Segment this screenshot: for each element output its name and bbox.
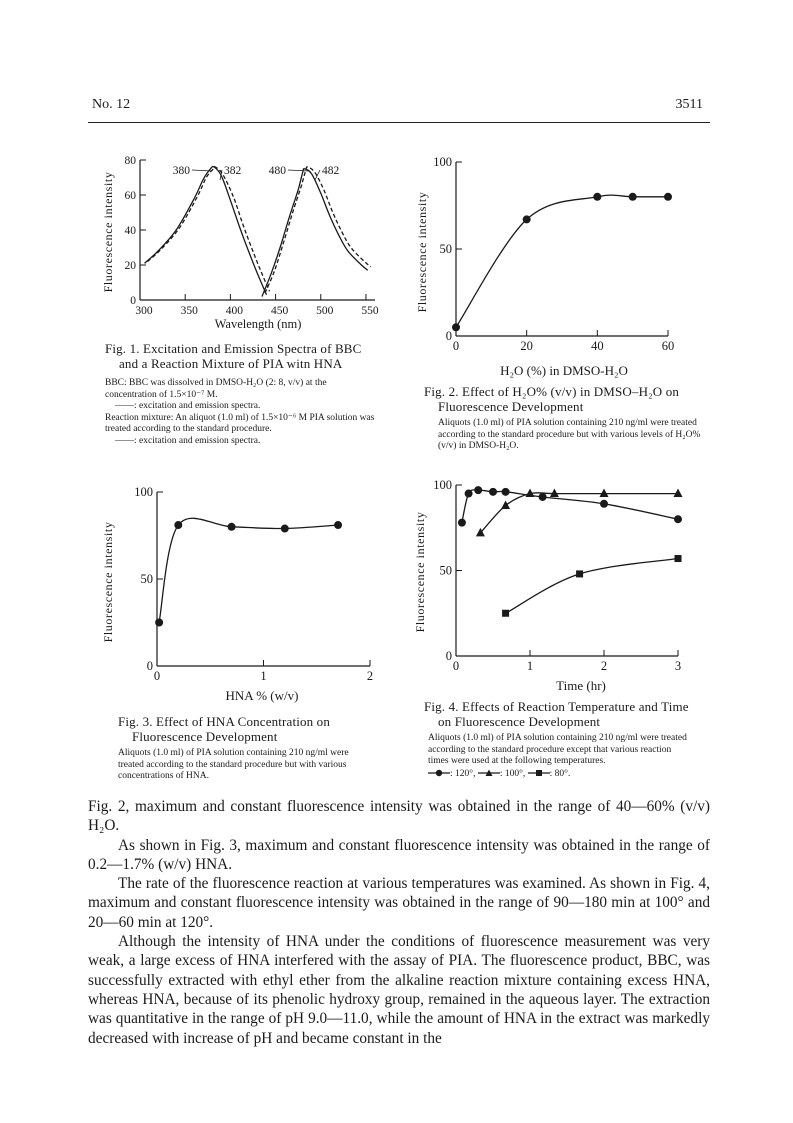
fig3-x-tick-label: 0 (153, 669, 161, 683)
fig1-y-tick-label: 60 (124, 190, 136, 202)
fig3-point-circle (281, 525, 289, 533)
fig1-y-axis-label: Fluorescence intensity (101, 171, 115, 293)
fig1-caption-note-4: ——: excitation and emission spectra. (115, 435, 261, 446)
fig1-y-tick-label: 0 (130, 295, 136, 307)
page-number: 3511 (675, 97, 703, 112)
fig4-point-square (576, 570, 583, 577)
fig2-caption-note: Aliquots (1.0 ml) of PIA solution containing 210 ng/ml were treated according to the standard procedure but with various levels of H₂O% (v/v) in DMSO-H₂O. (438, 418, 701, 451)
figure-3-caption (118, 714, 374, 783)
fig3-x-tick-label: 1 (260, 669, 267, 683)
fig2-point-circle (629, 193, 637, 201)
legend-label-80: : 80°. (549, 768, 571, 779)
fig1-caption-title: Fig. 1. Excitation and Emission Spectra of BBC and a Reaction Mixture of PIA witn HNA (105, 341, 362, 371)
fig4-legend (424, 769, 692, 781)
fig2-y-tick-label: 100 (433, 155, 452, 169)
fig2-x-tick-label: 0 (452, 339, 460, 353)
fig4-point-circle (489, 488, 497, 496)
legend-label-100: : 100°, (499, 768, 526, 779)
fig1-x-tick-label: 450 (270, 305, 289, 317)
fig3-x-axis-label: HNA % (w/v) (225, 688, 299, 703)
fig2-x-tick-label: 40 (591, 339, 604, 353)
fig4-point-square (675, 555, 682, 562)
fig3-x-tick-label: 2 (366, 669, 374, 683)
fig1-x-tick-label: 500 (316, 305, 334, 317)
fig1-x-tick-label: 350 (180, 305, 198, 317)
fig1-x-axis-label: Wavelength (nm) (214, 317, 302, 331)
fig2-y-tick-label: 50 (439, 242, 452, 256)
fig4-point-triangle (501, 501, 510, 510)
fig3-y-tick-label: 0 (146, 659, 153, 673)
fig3-y-axis-label: Fluorescence intensity (101, 521, 115, 643)
figure-4 (400, 470, 793, 695)
fig3-caption-note: Aliquots (1.0 ml) of PIA solution containing 210 ng/ml were treated according to the standard procedure but with various concentrations of HNA. (118, 748, 349, 781)
fig2-x-tick-label: 20 (520, 339, 533, 353)
fig4-x-tick-label: 3 (674, 659, 682, 673)
fig4-point-circle (600, 500, 608, 508)
fig3-point-circle (228, 523, 236, 531)
legend-label-120: : 120°, (450, 768, 476, 779)
legend-circle-marker (428, 769, 450, 777)
figure-1-chart (0, 0, 400, 340)
fig4-series-3-line (506, 559, 678, 614)
fig3-series-1-line (159, 518, 338, 622)
fig4-x-tick-label: 1 (526, 659, 534, 673)
fig4-x-axis-label: Time (hr) (556, 678, 606, 693)
figure-3-chart (0, 470, 400, 710)
fig1-y-tick-label: 80 (124, 155, 136, 167)
fig1-peak-label: 382 (224, 165, 242, 177)
figure-3 (0, 470, 400, 710)
body-text (88, 797, 710, 1048)
fig1-peak-label: 480 (268, 165, 286, 177)
fig3-point-circle (174, 521, 182, 529)
fig3-point-circle (334, 521, 342, 529)
fig4-x-tick-label: 0 (452, 659, 460, 673)
fig4-y-axis-label: Fluorescence intensity (413, 511, 427, 633)
fig4-point-triangle (674, 489, 683, 498)
fig4-point-circle (458, 519, 466, 527)
fig3-point-circle (155, 619, 163, 627)
fig2-x-tick-label: 60 (661, 339, 675, 353)
fig4-y-tick-label: 0 (445, 649, 452, 663)
fig1-y-tick-label: 20 (124, 260, 136, 272)
fig3-y-tick-label: 100 (134, 485, 153, 499)
fig1-series-3-line (262, 169, 368, 297)
fig4-y-tick-label: 50 (439, 563, 452, 578)
legend-triangle-marker (478, 769, 500, 777)
fig1-caption-note-2: ——: excitation and emission spectra. (115, 401, 261, 411)
fig4-point-circle (674, 515, 682, 523)
figure-2-chart (400, 0, 793, 385)
fig4-point-circle (539, 493, 547, 501)
paragraph-2: As shown in Fig. 3, maximum and constant fluorescence intensity was obtained in the range of 0.2—1.7% (w/v) HNA. (88, 836, 710, 873)
fig1-x-tick-label: 550 (361, 305, 379, 317)
fig1-peak-label: 482 (322, 165, 340, 177)
fig1-x-tick-label: 300 (135, 305, 153, 317)
fig1-peak-arrow (288, 170, 309, 171)
paragraph-1: Fig. 2, maximum and constant fluorescence intensity was obtained in the range of 40—60% (v/v) H₂O. (88, 798, 710, 835)
figure-4-chart (400, 470, 793, 695)
fig3-caption-title: Fig. 3. Effect of HNA Concentration on Fluorescence Development (118, 714, 330, 744)
fig2-point-circle (452, 323, 460, 331)
fig4-point-circle (502, 488, 510, 496)
fig2-point-circle (523, 215, 531, 223)
fig1-caption-note-1: BBC: BBC was dissolved in DMSO-H₂O (2: 8, v/v) at the concentration of 1.5×10⁻⁷ M. (105, 378, 327, 400)
legend-square-marker (528, 769, 550, 777)
fig4-caption-title: Fig. 4. Effects of Reaction Temperature and Time on Fluorescence Development (424, 699, 689, 729)
fig1-y-tick-label: 40 (124, 225, 136, 237)
fig2-series-1-line (456, 195, 668, 327)
fig2-y-tick-label: 0 (445, 329, 452, 343)
fig2-point-circle (593, 193, 601, 201)
fig1-x-tick-label: 400 (225, 305, 244, 317)
figure-2-caption (424, 384, 709, 453)
fig4-point-triangle (600, 489, 609, 498)
fig2-point-circle (664, 193, 672, 201)
fig4-caption-note: Aliquots (1.0 ml) of PIA solution containing 210 ng/ml were treated according to the standard procedure except that various reaction times were used at the following temperatures. (428, 733, 687, 766)
paragraph-4: Although the intensity of HNA under the conditions of fluorescence measurement was very weak, a large excess of HNA interfered with the assay of PIA. The fluorescence product, BBC, was successfully extracted with ethyl ether from the alkaline reaction mixture containing excess HNA, whereas HNA, because of its phenolic hydroxy group, remained in the aqueous layer. The extraction was quantitative in the range of pH 9.0—11.0, while the amount of HNA in the extract was markedly decreased with increase of pH and became constant in the (88, 933, 710, 1047)
journal-issue: No. 12 (92, 97, 131, 112)
fig2-y-axis-label: Fluorescence intensity (415, 191, 429, 313)
fig4-point-circle (474, 486, 482, 494)
figure-4-caption (424, 699, 692, 780)
fig4-point-circle (465, 490, 473, 498)
fig4-y-tick-label: 100 (433, 478, 452, 492)
fig1-peak-label: 380 (172, 165, 190, 177)
fig3-y-tick-label: 50 (140, 572, 153, 586)
fig1-series-2-line (148, 167, 270, 292)
fig1-caption-note-3: Reaction mixture: An aliquot (1.0 ml) of 1.5×10⁻⁶ M PIA solution was treated according to the standard procedure. (105, 412, 375, 434)
figure-1 (0, 0, 400, 340)
fig4-point-square (502, 610, 509, 617)
fig1-series-1-line (145, 166, 267, 294)
fig2-caption-title: Fig. 2. Effect of H₂O% (v/v) in DMSO–H₂O on Fluorescence Development (424, 384, 680, 414)
fig4-x-tick-label: 2 (600, 659, 608, 673)
figure-2 (400, 0, 793, 385)
paragraph-3: The rate of the fluorescence reaction at various temperatures was examined. As shown in Fig. 4, maximum and constant fluorescence intensity was obtained in the range of 90—180 min at 100° and 20—60 min at 120°. (88, 875, 710, 931)
fig4-point-triangle (550, 489, 559, 498)
figure-1-caption (105, 341, 380, 447)
fig2-x-axis-label: H₂O (%) in DMSO-H₂O (500, 363, 628, 378)
